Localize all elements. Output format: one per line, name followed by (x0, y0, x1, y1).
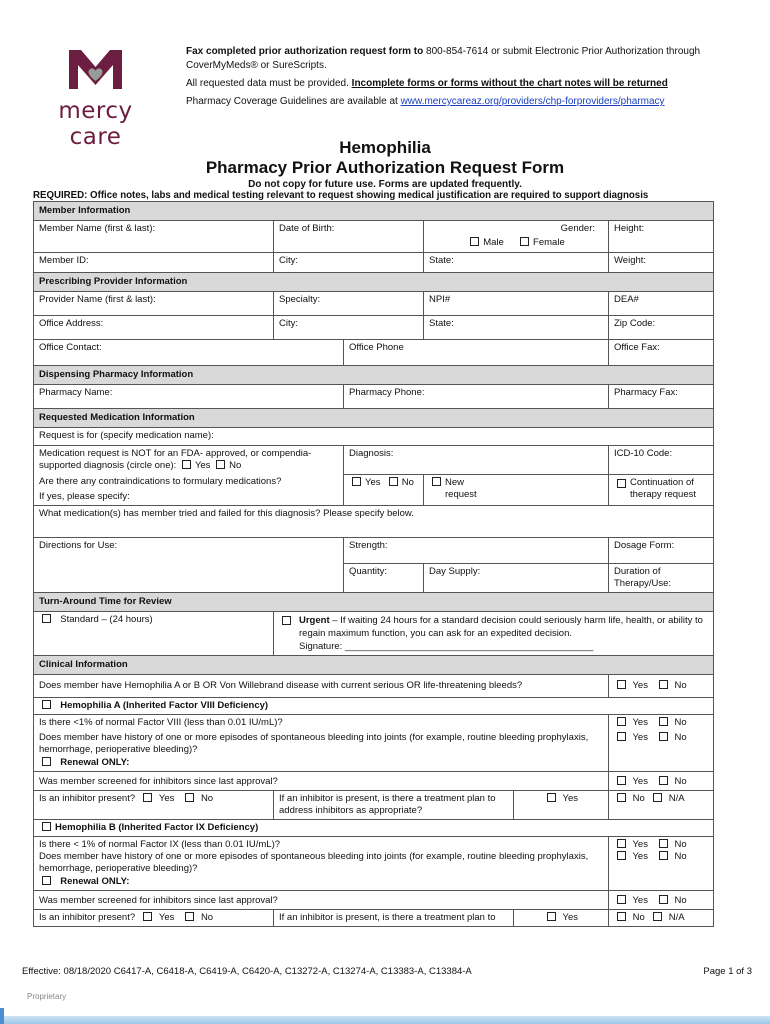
tried-failed-field[interactable]: What medication(s) has member tried and failed for this diagnosis? Please specify below. (34, 506, 714, 538)
a-screened-yes-option[interactable]: Yes (614, 776, 648, 787)
day-supply-field[interactable]: Day Supply: (424, 564, 609, 593)
b-q2-yes-option[interactable]: Yes (614, 851, 648, 862)
b-q1-no-checkbox[interactable] (659, 839, 668, 848)
mercy-care-wordmark: mercy care (58, 98, 133, 150)
strength-field[interactable]: Strength: (344, 538, 609, 564)
hemophilia-b-checkbox[interactable] (42, 822, 51, 831)
form-title-line1: Hemophilia (339, 138, 431, 157)
hemophilia-b-option[interactable]: Hemophilia B (Inherited Factor IX Deficiency) (34, 820, 714, 837)
a-q2-no-option[interactable]: No (656, 732, 687, 743)
male-checkbox[interactable] (470, 237, 479, 246)
b-treatment-no-checkbox[interactable] (617, 912, 626, 921)
a-q2-yes-checkbox[interactable] (617, 732, 626, 741)
continuation-checkbox[interactable] (617, 479, 626, 488)
hemo-a-questions: Is there <1% of normal Factor VIII (less than 0.01 IU/mL)? Does member have history of one or more episodes of spontaneous bleeding into joints (for example, routine bleeding prophylaxis, hemorrhage, perioperative bleeding)? Renewal ONLY: (34, 715, 609, 772)
a-q1-no-checkbox[interactable] (659, 717, 668, 726)
mercy-care-logo-mark (33, 45, 158, 93)
specialty-field[interactable]: Specialty: (274, 292, 424, 316)
hemophilia-a-option[interactable]: Hemophilia A (Inherited Factor VIII Deficiency) (34, 698, 714, 715)
medication-info-header: Requested Medication Information (34, 409, 714, 428)
hemo-a-renewal-checkbox[interactable] (42, 757, 51, 766)
pharmacy-name-field[interactable]: Pharmacy Name: (34, 385, 344, 409)
height-field[interactable]: Height: (609, 221, 714, 253)
standard-option[interactable]: Standard – (24 hours) (34, 612, 274, 656)
not-fda-question: Medication request is NOT for an FDA- approved, or compendia-supported diagnosis (circle one): Yes No (34, 446, 344, 475)
pharmacy-phone-field[interactable]: Pharmacy Phone: (344, 385, 609, 409)
clinical-info-header: Clinical Information (34, 656, 714, 675)
page-number: Page 1 of 3 (703, 966, 752, 977)
gender-field: Gender: Male Female (424, 221, 609, 253)
pharmacy-fax-field[interactable]: Pharmacy Fax: (609, 385, 714, 409)
copy-note: Do not copy for future use. Forms are updated frequently. (248, 179, 522, 190)
office-address-field[interactable]: Office Address: (34, 316, 274, 340)
office-city-field[interactable]: City: (274, 316, 424, 340)
footer-bar (0, 1008, 770, 1024)
hemophilia-a-checkbox[interactable] (42, 700, 51, 709)
required-banner: REQUIRED: Office notes, labs and medical testing relevant to request showing medical justification are required to support diagnosis (33, 190, 649, 201)
b-treatment-no-na (609, 910, 714, 927)
b-screened-no-checkbox[interactable] (659, 895, 668, 904)
b-inhibitor-no-checkbox[interactable] (185, 912, 194, 921)
a-screened-no-option[interactable]: No (656, 776, 687, 787)
contra-yes-checkbox[interactable] (352, 477, 361, 486)
duration-field[interactable]: Duration of Therapy/Use: (609, 564, 714, 593)
a-treatment-yes-checkbox[interactable] (547, 793, 556, 802)
b-q1-no-option[interactable]: No (656, 839, 687, 850)
not-fda-yes-checkbox[interactable] (182, 460, 191, 469)
a-q2-no-checkbox[interactable] (659, 732, 668, 741)
a-screened-answers (609, 772, 714, 791)
not-fda-yes-option[interactable]: Yes (179, 460, 211, 471)
a-inhibitor-no-checkbox[interactable] (185, 793, 194, 802)
proprietary-label: Proprietary (27, 992, 67, 1001)
a-q1-yes-checkbox[interactable] (617, 717, 626, 726)
gender-female-option[interactable]: Female (517, 237, 565, 248)
weight-field[interactable]: Weight: (609, 253, 714, 273)
b-screened-no-option[interactable]: No (656, 895, 687, 906)
a-inhibitor-yes-option[interactable]: Yes (140, 793, 174, 804)
hemophilia-yes-no (609, 675, 714, 698)
b-q2-no-option[interactable]: No (656, 851, 687, 862)
a-treatment-na-option[interactable]: N/A (650, 793, 684, 804)
a-treatment-plan-question: If an inhibitor is present, is there a treatment plan to address inhibitors as appropriate? (274, 791, 514, 820)
contra-no-option[interactable]: No (386, 477, 414, 488)
guidelines-note: Pharmacy Coverage Guidelines are available at www.mercycareaz.org/providers/chp-forproviders/pharmacy (186, 96, 665, 107)
not-fda-no-option[interactable]: No (213, 460, 241, 471)
pharmacy-info-header: Dispensing Pharmacy Information (34, 366, 714, 385)
form-title-line2: Pharmacy Prior Authorization Request Form (205, 158, 565, 177)
provider-name-field[interactable]: Provider Name (first & last): (34, 292, 274, 316)
office-phone-field[interactable]: Office Phone (344, 340, 609, 366)
directions-field[interactable]: Directions for Use: (34, 538, 344, 593)
b-treatment-yes-checkbox[interactable] (547, 912, 556, 921)
quantity-field[interactable]: Quantity: (344, 564, 424, 593)
prior-auth-form (33, 201, 714, 927)
a-screened-question: Was member screened for inhibitors since last approval? (34, 772, 609, 791)
contra-yes-no (344, 474, 424, 506)
mercy-care-logo (33, 45, 158, 150)
office-contact-field[interactable]: Office Contact: (34, 340, 344, 366)
guidelines-link[interactable]: www.mercycareaz.org/providers/chp-forproviders/pharmacy (400, 96, 665, 107)
diagnosis-field[interactable]: Diagnosis: (344, 446, 609, 475)
not-fda-no-checkbox[interactable] (216, 460, 225, 469)
a-inhibitor-no-option[interactable]: No (182, 793, 213, 804)
hemo-b-questions: Is there < 1% of normal Factor IX (less than 0.01 IU/mL)? Does member have history of one or more episodes of spontaneous bleeding into joints (for example, routine bleeding prophylaxis, hemorrhage, perioperative bleeding)? Renewal ONLY: (34, 837, 609, 891)
a-treatment-yes[interactable]: Yes (514, 791, 609, 820)
icd-field[interactable]: ICD-10 Code: (609, 446, 714, 475)
member-name-field[interactable]: Member Name (first & last): (34, 221, 274, 253)
b-treatment-na-option[interactable]: N/A (650, 912, 684, 923)
zip-field[interactable]: Zip Code: (609, 316, 714, 340)
female-checkbox[interactable] (520, 237, 529, 246)
b-treatment-plan-question: If an inhibitor is present, is there a treatment plan to (274, 910, 514, 927)
dosage-form-field[interactable]: Dosage Form: (609, 538, 714, 564)
a-q1-yes-option[interactable]: Yes (614, 717, 648, 728)
contra-yes-option[interactable]: Yes (349, 477, 381, 488)
hemo-b-renewal-checkbox[interactable] (42, 876, 51, 885)
npi-field[interactable]: NPI# (424, 292, 609, 316)
b-treatment-na-checkbox[interactable] (653, 912, 662, 921)
a-inhibitor-yes-checkbox[interactable] (143, 793, 152, 802)
member-info-header: Member Information (34, 202, 714, 221)
hemophilia-yes-option[interactable]: Yes (614, 680, 648, 691)
required-data-note: All requested data must be provided. Incomplete forms or forms without the chart notes will be returned (186, 78, 668, 89)
hemophilia-no-option[interactable]: No (656, 680, 687, 691)
b-inhibitor-question: Is an inhibitor present? Yes No (34, 910, 274, 927)
effective-line: Effective: 08/18/2020 C6417-A, C6418-A, C6419-A, C6420-A, C13272-A, C13274-A, C13383-A, C13384-A (22, 966, 472, 977)
a-screened-no-checkbox[interactable] (659, 776, 668, 785)
b-inhibitor-yes-checkbox[interactable] (143, 912, 152, 921)
new-request-option[interactable]: New request (424, 474, 609, 506)
fax-instructions: Fax completed prior authorization request form to 800-854-7614 or submit Electronic Prior Authorization through CoverMyMeds® or SureScripts. (186, 46, 701, 71)
medication-name-field[interactable]: Request is for (specify medication name): (34, 428, 714, 446)
contraindication-question: Are there any contraindications to formulary medications? If yes, please specify: (34, 474, 344, 506)
hemophilia-no-checkbox[interactable] (659, 680, 668, 689)
dea-field[interactable]: DEA# (609, 292, 714, 316)
a-inhibitor-question: Is an inhibitor present? Yes No (34, 791, 274, 820)
prescriber-info-header: Prescribing Provider Information (34, 273, 714, 292)
b-q2-yes-checkbox[interactable] (617, 851, 626, 860)
b-inhibitor-yes-option[interactable]: Yes (140, 912, 174, 923)
urgent-option[interactable]: Urgent – If waiting 24 hours for a standard decision could seriously harm life, health, or ability to regain maximum function, you can ask for an expedited decision. Signature: _______________________________________________ (274, 612, 714, 656)
member-state-field[interactable]: State: (424, 253, 609, 273)
b-inhibitor-no-option[interactable]: No (182, 912, 213, 923)
b-screened-yes-checkbox[interactable] (617, 895, 626, 904)
hemo-a-answers (609, 715, 714, 772)
standard-checkbox[interactable] (42, 614, 51, 623)
hemo-b-answers (609, 837, 714, 891)
a-treatment-no-na (609, 791, 714, 820)
a-q2-yes-option[interactable]: Yes (614, 732, 648, 743)
b-q1-yes-option[interactable]: Yes (614, 839, 648, 850)
turnaround-header: Turn-Around Time for Review (34, 593, 714, 612)
new-request-checkbox[interactable] (432, 477, 441, 486)
member-city-field[interactable]: City: (274, 253, 424, 273)
a-screened-yes-checkbox[interactable] (617, 776, 626, 785)
b-screened-answers (609, 891, 714, 910)
a-treatment-no-checkbox[interactable] (617, 793, 626, 802)
office-state-field[interactable]: State: (424, 316, 609, 340)
b-treatment-no-option[interactable]: No (614, 912, 645, 923)
a-q1-no-option[interactable]: No (656, 717, 687, 728)
contra-no-checkbox[interactable] (389, 477, 398, 486)
hemophilia-yes-checkbox[interactable] (617, 680, 626, 689)
b-treatment-yes[interactable]: Yes (514, 910, 609, 927)
member-id-field[interactable]: Member ID: (34, 253, 274, 273)
b-q1-yes-checkbox[interactable] (617, 839, 626, 848)
b-screened-question: Was member screened for inhibitors since last approval? (34, 891, 609, 910)
gender-male-option[interactable]: Male (467, 237, 504, 248)
dob-field[interactable]: Date of Birth: (274, 221, 424, 253)
signature-line[interactable]: Signature: _______________________________________________ (299, 641, 594, 652)
b-screened-yes-option[interactable]: Yes (614, 895, 648, 906)
office-fax-field[interactable]: Office Fax: (609, 340, 714, 366)
footer-bar-edge (0, 1008, 4, 1024)
urgent-checkbox[interactable] (282, 616, 291, 625)
b-q2-no-checkbox[interactable] (659, 851, 668, 860)
continuation-option[interactable]: Continuation of therapy request (609, 474, 714, 506)
a-treatment-no-option[interactable]: No (614, 793, 645, 804)
a-treatment-na-checkbox[interactable] (653, 793, 662, 802)
hemophilia-question: Does member have Hemophilia A or B OR Von Willebrand disease with current serious OR life-threatening bleeds? (34, 675, 609, 698)
